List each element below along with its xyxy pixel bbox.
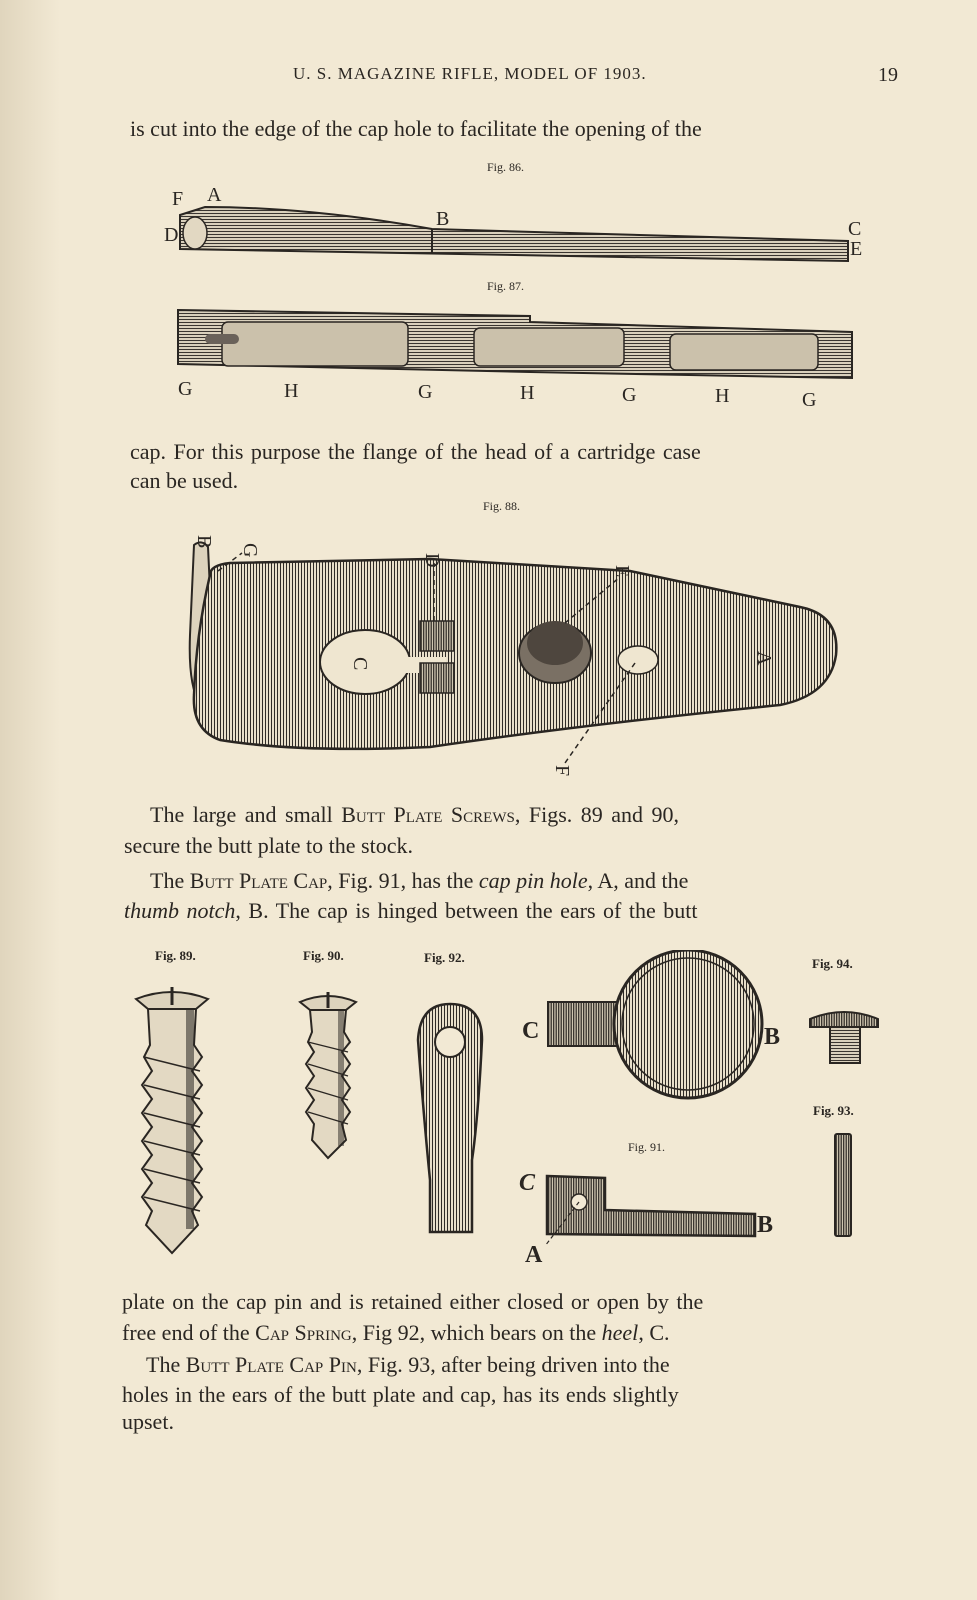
term-butt-plate-cap: Butt Plate Cap [189,868,328,893]
paragraph-line: cap. For this purpose the flange of the head of a cartridge case [130,439,701,464]
fig-93-caption: Fig. 93. [813,1103,854,1118]
fig-86-label-B: B [436,208,450,230]
paragraph-line: secure the butt plate to the stock. [124,833,413,858]
fig-88-label-B: B [193,535,215,549]
fig-91-side-label-A: A [525,1242,543,1267]
paragraph-line: holes in the ears of the butt plate and cap, has its ends slightly [122,1382,679,1407]
fig-92-cap-spring-illustration [410,1000,490,1236]
fig-90-small-screw-illustration [298,990,360,1162]
fig-91-butt-plate-cap-side-illustration [515,1162,785,1267]
fig-87-label: H [520,382,535,404]
paragraph-line: The Butt Plate Cap Pin, Fig. 93, after being driven into the [146,1352,670,1377]
term-cap-pin-hole: cap pin hole [478,868,588,893]
fig-86-label-A: A [207,185,222,206]
fig-91-butt-plate-cap-top-illustration [520,950,790,1110]
paragraph-line: thumb notch, B. The cap is hinged between the ears of the butt [124,898,698,923]
fig-87-label: G [622,384,637,406]
fig-88-label-A: A [753,651,775,666]
term-heel: heel [601,1320,639,1345]
fig-86-label-F: F [172,188,184,210]
fig-87-label: H [284,380,299,402]
fig-88-label-D: D [421,553,443,568]
fig-88-label-C: C [349,657,371,671]
fig-89-caption: Fig. 89. [155,948,196,963]
term-butt-plate-screws: Butt Plate Screws [341,802,515,827]
page-edge-shadow [0,0,60,1600]
paragraph-line: plate on the cap pin and is retained either closed or open by the [122,1289,704,1314]
fig-87-label: G [418,381,433,403]
fig-91-caption: Fig. 91. [628,1140,666,1154]
fig-88-label-G: G [239,543,261,558]
fig-88-butt-plate-illustration [180,515,860,790]
paragraph-line: can be used. [130,468,239,493]
paragraph-line: The large and small Butt Plate Screws, Figs. 89 and 90, [150,802,680,827]
fig-87-fore-end-illustration [170,300,870,415]
fig-87-caption: Fig. 87. [487,279,525,293]
fig-91-label-C: C [522,1018,540,1044]
term-thumb-notch: thumb notch [124,898,236,923]
fig-88-label-E: E [611,565,633,578]
fig-86-label-D: D [164,224,179,246]
term-cap-spring: Cap Spring [255,1320,352,1345]
paragraph-line: The Butt Plate Cap, Fig. 91, has the cap pin hole, A, and the [150,868,689,893]
fig-94-screw-illustration [808,1005,883,1067]
page-number: 19 [878,64,898,86]
fig-86-stock-illustration [160,185,870,265]
fig-90-caption: Fig. 90. [303,948,344,963]
fig-87-label: H [715,385,730,407]
paragraph-line: is cut into the edge of the cap hole to facilitate the opening of the [130,116,702,141]
fig-88-caption: Fig. 88. [483,499,521,513]
fig-89-large-screw-illustration [132,985,212,1257]
fig-91-label-B: B [764,1024,781,1050]
paragraph-line: free end of the Cap Spring, Fig 92, which bears on the heel, C. [122,1320,670,1345]
fig-92-caption: Fig. 92. [424,950,465,965]
running-head-title: U. S. MAGAZINE RIFLE, MODEL OF 1903. [293,64,647,83]
fig-91-side-label-C: C [519,1170,536,1196]
fig-91-side-label-B: B [757,1212,774,1238]
fig-88-label-F: F [551,765,573,777]
fig-93-cap-pin-illustration [830,1130,856,1240]
fig-94-caption: Fig. 94. [812,956,853,971]
fig-86-label-C: C [848,218,862,240]
fig-86-label-E: E [850,238,863,260]
paragraph-line: upset. [122,1409,174,1434]
term-butt-plate-cap-pin: Butt Plate Cap Pin [185,1352,357,1377]
fig-87-label: G [802,389,817,411]
fig-87-label: G [178,378,193,400]
fig-86-caption: Fig. 86. [487,160,525,174]
